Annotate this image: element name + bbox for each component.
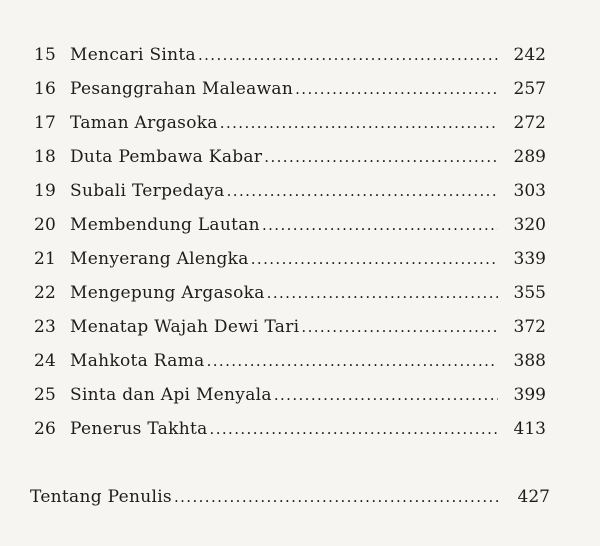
page-number: 320 [513, 215, 546, 235]
dot-leader [207, 348, 498, 374]
toc-entry [34, 246, 546, 272]
dot-leader [198, 42, 498, 68]
page-number: 303 [513, 181, 546, 201]
chapter-number: 20 [34, 215, 57, 235]
dot-leader [251, 246, 498, 272]
toc-entry [34, 76, 546, 102]
page-number: 289 [513, 147, 546, 167]
page-number: 413 [513, 419, 546, 439]
dot-leader [267, 280, 498, 306]
dot-leader [220, 110, 498, 136]
page-number: 372 [513, 317, 546, 337]
chapter-number: 25 [34, 385, 57, 405]
chapter-number: 19 [34, 181, 57, 201]
chapter-number: 21 [34, 249, 57, 269]
chapter-title: Duta Pembawa Kabar [70, 147, 263, 167]
dot-leader [174, 484, 502, 510]
page-number: 399 [513, 385, 546, 405]
chapter-number: 15 [34, 45, 57, 65]
toc-entry-back-matter [30, 484, 550, 510]
chapter-title: Taman Argasoka [70, 113, 218, 133]
chapter-number: 18 [34, 147, 57, 167]
chapter-title: Sinta dan Api Menyala [70, 385, 272, 405]
dot-leader [301, 314, 498, 340]
page-number: 257 [513, 79, 546, 99]
chapter-number: 26 [34, 419, 57, 439]
page-number: 355 [513, 283, 546, 303]
chapter-title: Pesanggrahan Maleawan [70, 79, 294, 99]
chapter-number: 24 [34, 351, 57, 371]
toc-entry [34, 178, 546, 204]
chapter-title: Penerus Takhta [70, 419, 208, 439]
chapter-title: Mencari Sinta [70, 45, 196, 65]
back-matter-title: Tentang Penulis [30, 487, 172, 507]
page-number: 242 [513, 45, 546, 65]
chapter-title: Mengepung Argasoka [70, 283, 265, 303]
chapter-number: 23 [34, 317, 57, 337]
chapter-number: 16 [34, 79, 57, 99]
chapter-title: Menyerang Alengka [70, 249, 249, 269]
toc-entry [34, 416, 546, 442]
chapter-number: 17 [34, 113, 57, 133]
chapter-number: 22 [34, 283, 57, 303]
toc-entry [34, 382, 546, 408]
chapter-title: Subali Terpedaya [70, 181, 225, 201]
dot-leader [295, 76, 498, 102]
dot-leader [210, 416, 498, 442]
chapter-title: Mahkota Rama [70, 351, 205, 371]
dot-leader [262, 212, 498, 238]
toc-entry [34, 348, 546, 374]
chapter-title: Menatap Wajah Dewi Tari [70, 317, 300, 337]
page-number: 339 [513, 249, 546, 269]
dot-leader [274, 382, 498, 408]
toc-entry [34, 144, 546, 170]
dot-leader [227, 178, 498, 204]
dot-leader [264, 144, 498, 170]
toc-entry [34, 110, 546, 136]
page-number: 427 [517, 487, 550, 507]
page-number: 272 [513, 113, 546, 133]
chapter-title: Membendung Lautan [70, 215, 260, 235]
toc-entry [34, 42, 546, 68]
toc-entry [34, 280, 546, 306]
page-number: 388 [513, 351, 546, 371]
toc-entry [34, 212, 546, 238]
toc-entry [34, 314, 546, 340]
